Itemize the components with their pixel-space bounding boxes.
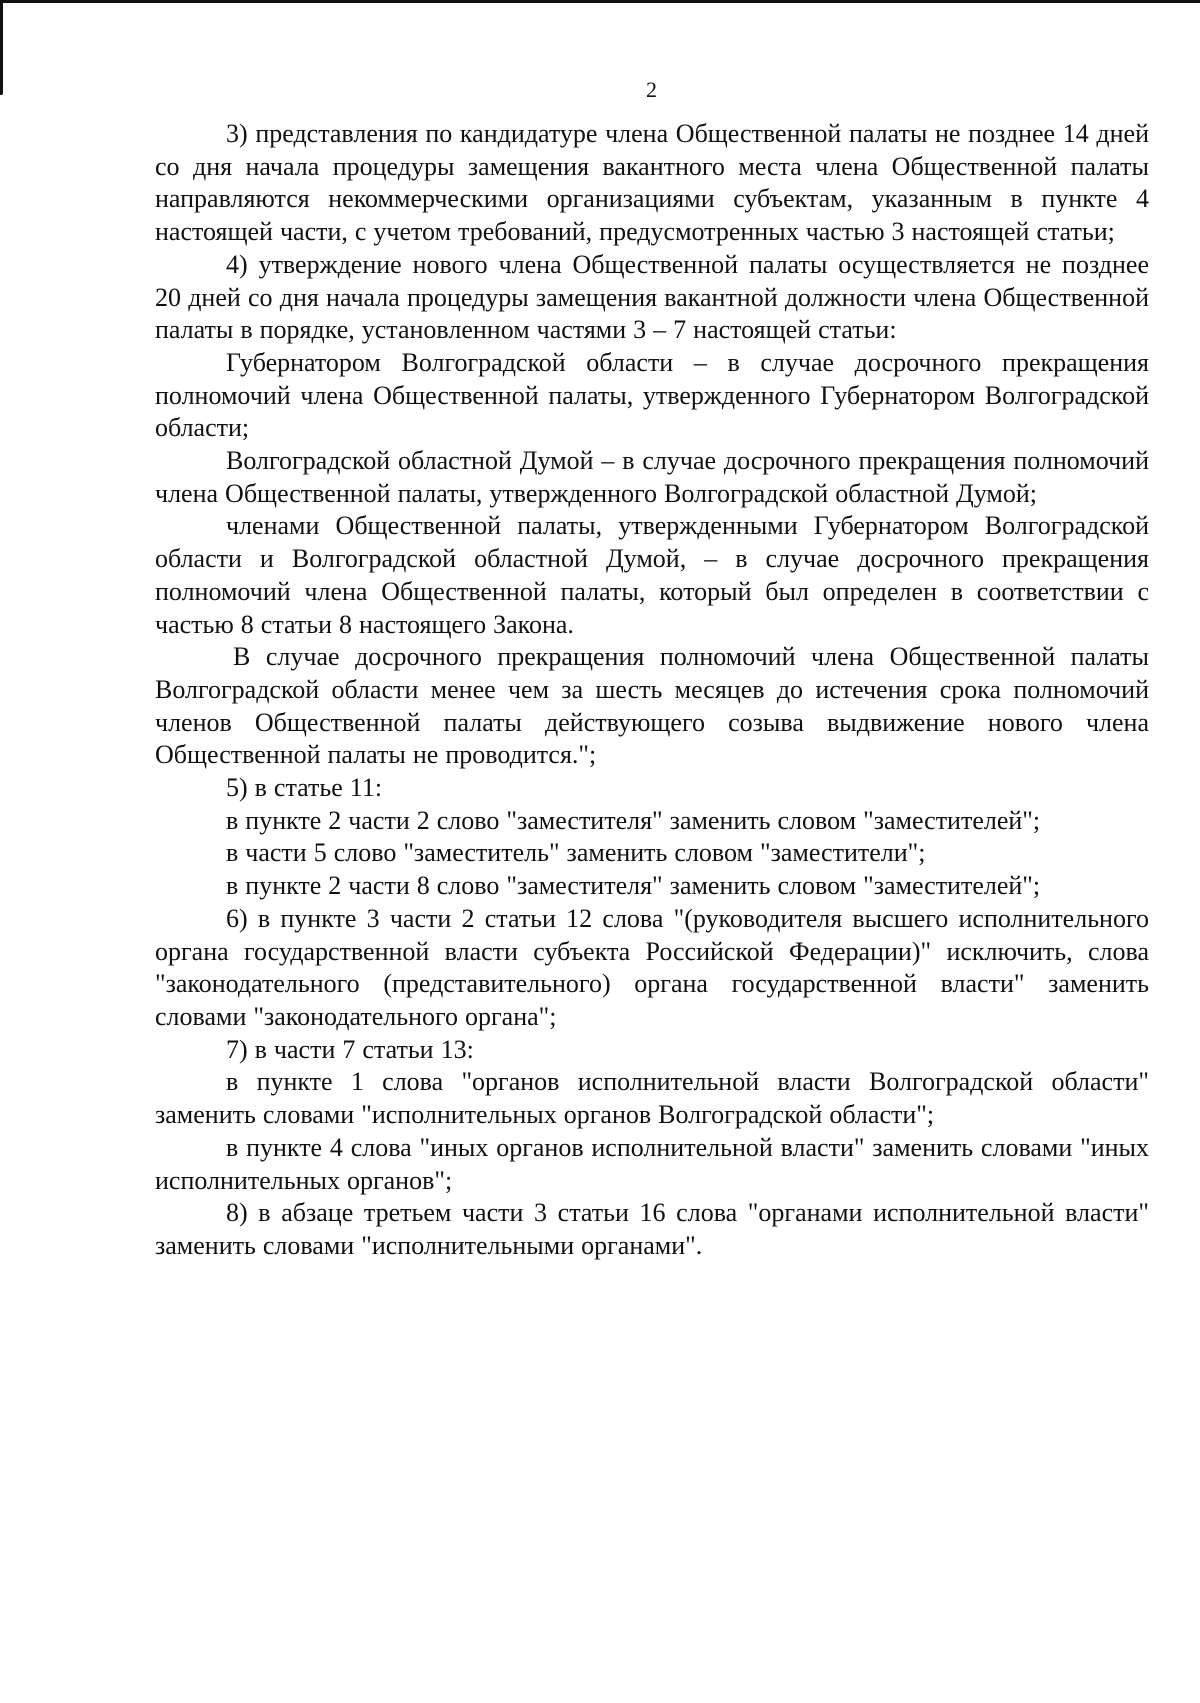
paragraph: в пункте 1 слова "органов исполнительной власти Волгоградской области" заменить словами "исполнительных органов Волгоградской области"; [155, 1067, 1149, 1130]
paragraph: в пункте 2 части 8 слово "заместителя" заменить словом "заместителей"; [226, 871, 1041, 901]
paragraph: в части 5 слово "заместитель" заменить словом "заместители"; [226, 838, 926, 868]
paragraph: В случае досрочного прекращения полномочий члена Общественной палаты Волгоградской области менее чем за шесть месяцев до истечения срока полномочий членов Общественной палаты действующего созыва выдвижение нового члена Общественной палаты не проводится."; [155, 642, 1149, 770]
paragraph: 8) в абзаце третьем части 3 статьи 16 слова "органами исполнительной власти" заменить словами "исполнительными органами". [155, 1198, 1149, 1260]
paragraph: в пункте 2 части 2 слово "заместителя" заменить словом "заместителей"; [226, 805, 1041, 835]
paragraph: 4) утверждение нового члена Общественной палаты осуществляется не позднее 20 дней со дня начала процедуры замещения вакантной должности члена Общественной палаты в порядке, установленном частями 3 – 7 настоящей статьи: [155, 249, 1149, 345]
paragraph: 5) в статье 11: [226, 773, 383, 803]
page-number: 2 [646, 77, 657, 102]
paragraph: 6) в пункте 3 части 2 статьи 12 слова "(руководителя высшего исполнительного органа государственной власти субъекта Российской Федерации)" исключить, слова "законодательного (представительного) органа государственной власти" заменить словами "законодательного органа"; [155, 903, 1149, 1031]
paragraph: членами Общественной палаты, утвержденными Губернатором Волгоградской области и Волгоградской областной Думой, – в случае досрочного прекращения полномочий члена Общественной палаты, который был определен в соответствии с частью 8 статьи 8 настоящего Закона. [155, 511, 1149, 639]
paragraph: в пункте 4 слова "иных органов исполнительной власти" заменить словами "иных исполнительных органов"; [155, 1132, 1149, 1195]
paragraph: 7) в части 7 статьи 13: [226, 1034, 474, 1064]
paragraph: 3) представления по кандидатуре члена Общественной палаты не позднее 14 дней со дня начала процедуры замещения вакантного места члена Общественной палаты направляются некоммерческими организациями субъектам, указанным в пункте 4 настоящей части, с учетом требований, предусмотренных частью 3 настоящей статьи; [155, 119, 1149, 247]
scan-top-edge [0, 0, 1200, 3]
document-body [155, 118, 1149, 1263]
paragraph: Волгоградской областной Думой – в случае досрочного прекращения полномочий члена Общественной палаты, утвержденного Волгоградской областной Думой; [155, 446, 1149, 508]
paragraph: Губернатором Волгоградской области – в случае досрочного прекращения полномочий члена Общественной палаты, утвержденного Губернатором Волгоградской области; [155, 347, 1149, 443]
